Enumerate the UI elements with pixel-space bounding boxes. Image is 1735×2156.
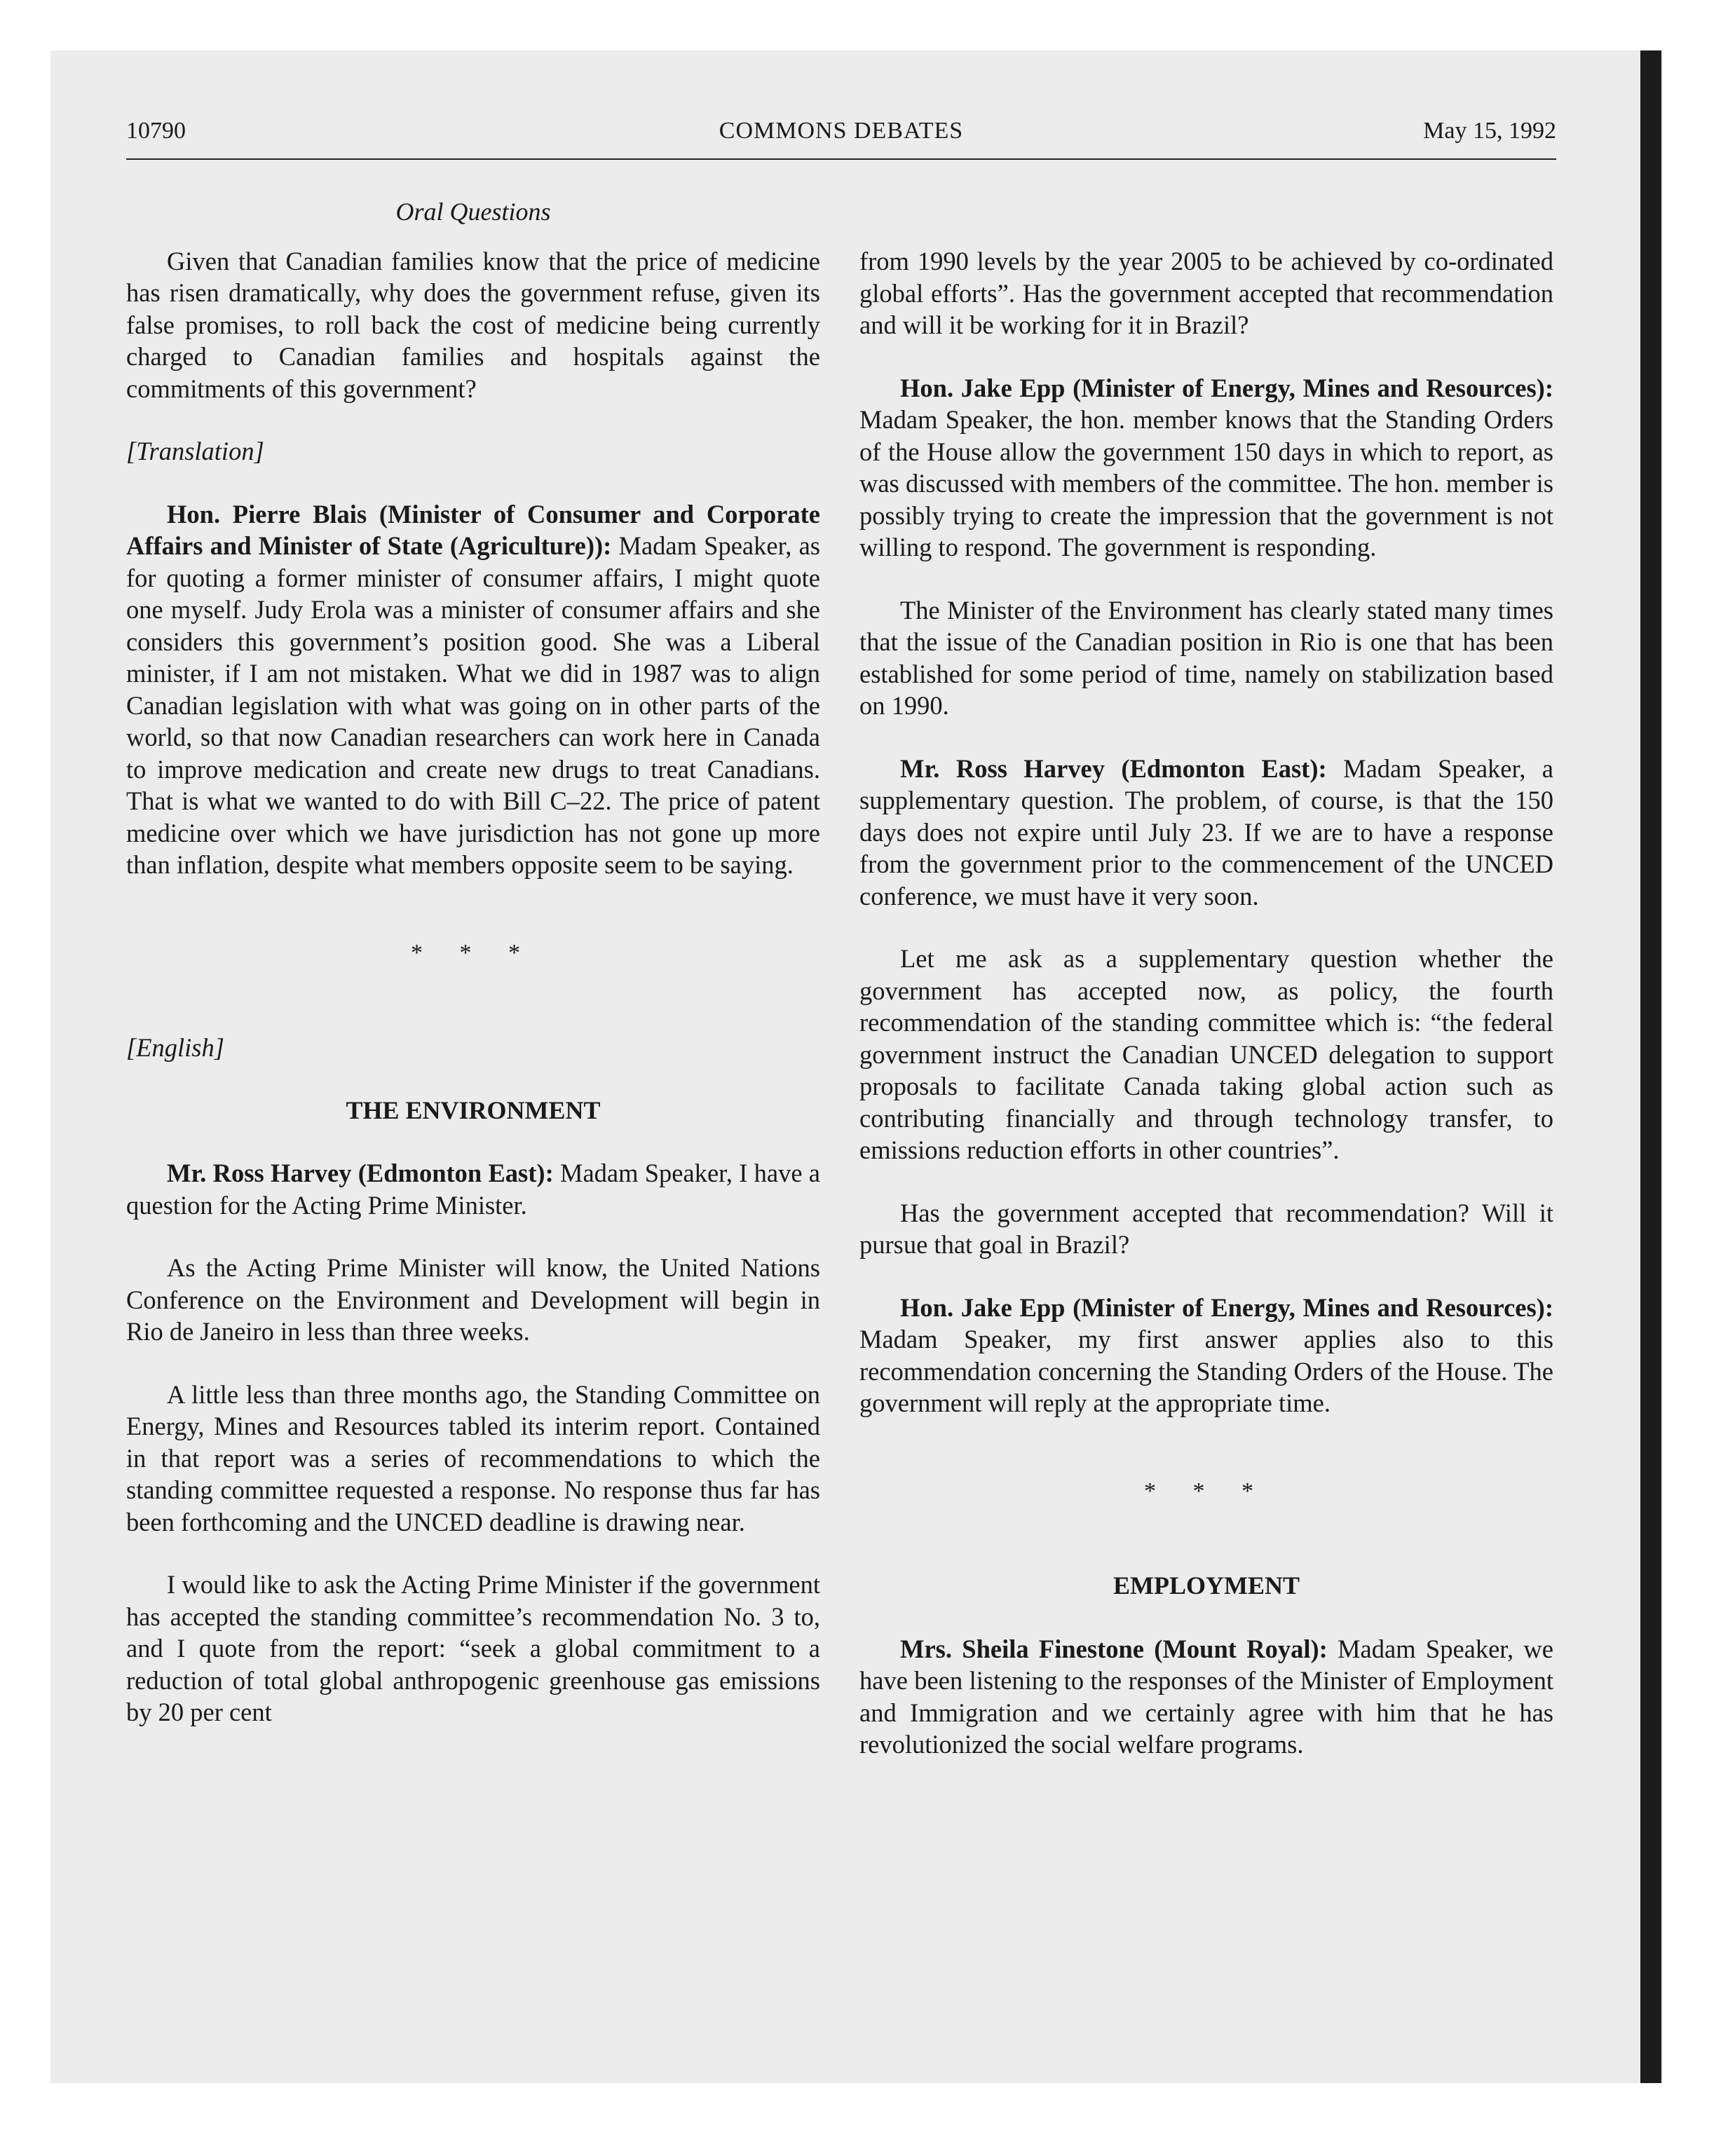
paragraph: Given that Canadian families know that the price of medicine has risen dramatically, why does the government refuse, given its false promises, to roll back the cost of medicine being currently charged to Canadian families and hospitals against the commitments of this government? [126,246,820,403]
paragraph [126,1157,820,1221]
section-divider: * * * [1144,1478,1269,1504]
paragraph [859,753,1553,913]
section-title: Oral Questions [395,198,551,226]
page-header [126,118,1556,151]
publication-title: COMMONS DEBATES [719,118,964,144]
speech-text: Madam Speaker, I have a question for the Acting Prime Minister. [126,1159,820,1220]
paragraph: As the Acting Prime Minister will know, the United Nations Conference on the Environment and Development will begin in Rio de Janeiro in less than three weeks. [126,1253,820,1346]
speaker-name: Mr. Ross Harvey (Edmonton East): [900,753,1327,783]
paragraph: I would like to ask the Acting Prime Minister if the government has accepted the standing committee’s recommendation No. 3 to, and I quote from the report: “seek a global commitment to a reduction of total global anthropogenic greenhouse gas emissions by 20 per cent [126,1570,820,1726]
paragraph [859,1633,1553,1761]
speech-text: Madam Speaker, as for quoting a former minister of consumer affairs, I might quote one myself. Judy Erola was a minister of consumer affairs and she considers this government’s position good. She was a Liberal minister, if I am not mistaken. What we did in 1987 was to align Canadian legislation with what was going on in other parts of the world, so that now Canadian researchers can work here in Canada to improve medication and create new drugs to treat Canadians. That is what we wanted to do with Bill C–22. The price of patent medicine over which we have jurisdiction has not gone up more than inflation, despite what members opposite seem to be saying. [126,531,820,879]
right-column [859,245,1553,1792]
speech-text: Madam Speaker, we have been listening to the responses of the Minister of Employment and Immigration and we certainly agree with him that he has revolutionized the social welfare programs. [859,1634,1553,1759]
paragraph [859,372,1553,564]
header-rule [126,158,1556,160]
scan-edge-bar [1640,50,1661,2083]
section-heading: EMPLOYMENT [1113,1571,1300,1599]
page-number: 10790 [126,118,186,144]
left-column [126,196,820,1759]
paragraph [126,498,820,881]
speaker-name: Mr. Ross Harvey (Edmonton East): [167,1159,554,1187]
speaker-name: Hon. Jake Epp (Minister of Energy, Mines and Resources): [900,373,1553,402]
speaker-name: Hon. Jake Epp (Minister of Energy, Mines and Resources): [900,1292,1553,1322]
speech-text: Madam Speaker, a supplementary question. The problem, of course, is that the 150 days does not expire until July 23. If we are to have a response from the government prior to the commencement of the UNCED conference, we must have it very soon. [859,753,1553,910]
paragraph: Has the government accepted that recommendation? Will it pursue that goal in Brazil? [859,1198,1553,1259]
paragraph: A little less than three months ago, the Standing Committee on Energy, Mines and Resources tabled its interim report. Contained in that report was a series of recommendations to which the standing committee requested a response. No response thus far has been forthcoming and the UNCED deadline is drawing near. [126,1379,820,1536]
section-heading: THE ENVIRONMENT [346,1096,601,1124]
language-tag: [English] [126,1033,224,1062]
paragraph: from 1990 levels by the year 2005 to be achieved by co-ordinated global efforts”. Has the government accepted that recommendation and will it be working for it in Brazil? [859,247,1553,339]
paragraph [859,1292,1553,1419]
language-tag: [Translation] [126,437,264,465]
speaker-name: Mrs. Sheila Finestone (Mount Royal): [900,1634,1328,1663]
speech-text: Madam Speaker, my first answer applies also to this recommendation concerning the Standing Orders of the House. The government will reply at the appropriate time. [859,1325,1553,1417]
paragraph: Let me ask as a supplementary question whether the government has accepted now, as policy, the fourth recommendation of the standing committee which is: “the federal government instruct the Canadian UNCED delegation to support proposals to facilitate Canada taking global action such as contributing financially and through technology transfer, to emissions reduction efforts in other countries”. [859,944,1553,1164]
speech-text: Madam Speaker, the hon. member knows that the Standing Orders of the House allow the government 150 days in which to report, as was discussed with members of the committee. The hon. member is possibly trying to create the impression that the government is not willing to respond. The government is responding. [859,405,1553,561]
speaker-name: Hon. Pierre Blais (Minister of Consumer and Corporate Affairs and Minister of State (Agriculture)): [126,499,820,560]
paragraph: The Minister of the Environment has clearly stated many times that the issue of the Canadian position in Rio is one that has been established for some period of time, namely on stabilization based on 1990. [859,595,1553,720]
section-divider: * * * [411,939,536,966]
publication-date: May 15, 1992 [1423,118,1556,144]
